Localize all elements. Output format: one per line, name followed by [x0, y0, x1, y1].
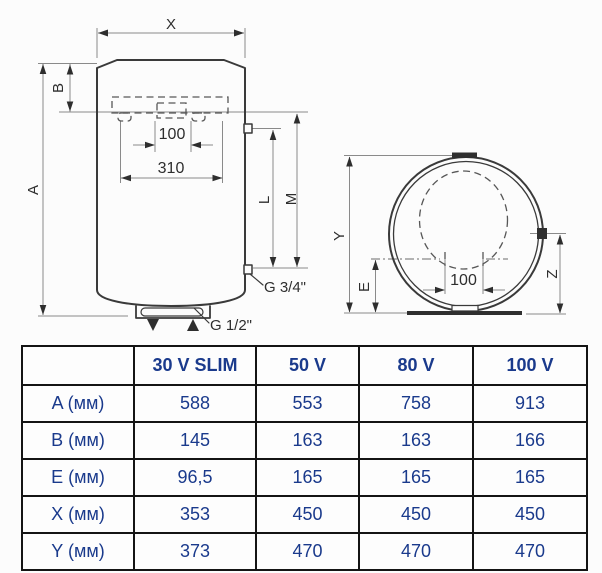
mounting-bracket: [112, 97, 228, 121]
header-80v: 80 V: [359, 346, 473, 385]
dim-label-100-front: 100: [158, 126, 186, 143]
header-50v: 50 V: [256, 346, 359, 385]
cell-b-100v: 166: [473, 422, 587, 459]
dim-label-m: M: [283, 192, 300, 206]
cell-e-100v: 165: [473, 459, 587, 496]
lower-side-fitting: [244, 265, 252, 274]
header-100v: 100 V: [473, 346, 587, 385]
dim-label-e: E: [356, 281, 373, 293]
cell-y-100v: 470: [473, 533, 587, 570]
dim-label-a: A: [25, 184, 42, 196]
bottom-foot: [452, 306, 478, 312]
cell-a-50v: 553: [256, 385, 359, 422]
table-row: [22, 533, 587, 570]
cell-b-50v: 163: [256, 422, 359, 459]
cell-b-30v: 145: [134, 422, 256, 459]
hidden-geometry: [112, 97, 508, 269]
cell-e-80v: 165: [359, 459, 473, 496]
cell-x-30v: 353: [134, 496, 256, 533]
outlet-arrow-down: [147, 319, 159, 331]
dim-label-l: L: [256, 195, 273, 205]
table-row: [22, 496, 587, 533]
row-label-e: E (мм): [22, 459, 134, 496]
upper-side-fitting: [244, 124, 252, 133]
cell-y-50v: 470: [256, 533, 359, 570]
header-empty: [22, 346, 134, 385]
table-row: [22, 422, 587, 459]
cell-e-50v: 165: [256, 459, 359, 496]
inner-tank-dashed-circle: [420, 171, 508, 269]
fitting-label-g12: G 1/2": [210, 317, 253, 334]
dimension-lines: [38, 28, 566, 316]
cell-b-80v: 163: [359, 422, 473, 459]
row-label-y: Y (мм): [22, 533, 134, 570]
dim-label-b: B: [50, 82, 67, 94]
leader-g34: [250, 274, 263, 285]
table-header-row: [22, 346, 587, 385]
heating-flange-cover: [141, 308, 203, 316]
cell-a-30v: 588: [134, 385, 256, 422]
header-30v-slim: 30 V SLIM: [134, 346, 256, 385]
inlet-arrow-up: [187, 319, 199, 331]
fitting-label-g34: G 3/4": [264, 279, 307, 296]
base-plate: [407, 311, 522, 315]
table-row: [22, 459, 587, 496]
cell-e-30v: 96,5: [134, 459, 256, 496]
top-cap-block: [452, 153, 477, 159]
filled-parts: [407, 153, 547, 316]
cell-y-80v: 470: [359, 533, 473, 570]
dim-label-z: Z: [544, 269, 561, 279]
dim-label-y: Y: [331, 230, 348, 242]
cell-x-80v: 450: [359, 496, 473, 533]
cell-x-50v: 450: [256, 496, 359, 533]
cell-x-100v: 450: [473, 496, 587, 533]
cell-a-100v: 913: [473, 385, 587, 422]
row-label-a: A (мм): [22, 385, 134, 422]
dim-label-x: X: [165, 16, 177, 33]
row-label-b: B (мм): [22, 422, 134, 459]
dim-label-100-top: 100: [450, 272, 477, 289]
cell-y-30v: 373: [134, 533, 256, 570]
cell-a-80v: 758: [359, 385, 473, 422]
table-row: [22, 385, 587, 422]
side-bolt-fitting: [537, 228, 547, 239]
dim-label-310: 310: [157, 160, 185, 177]
row-label-x: X (мм): [22, 496, 134, 533]
dimension-table: [21, 345, 588, 571]
